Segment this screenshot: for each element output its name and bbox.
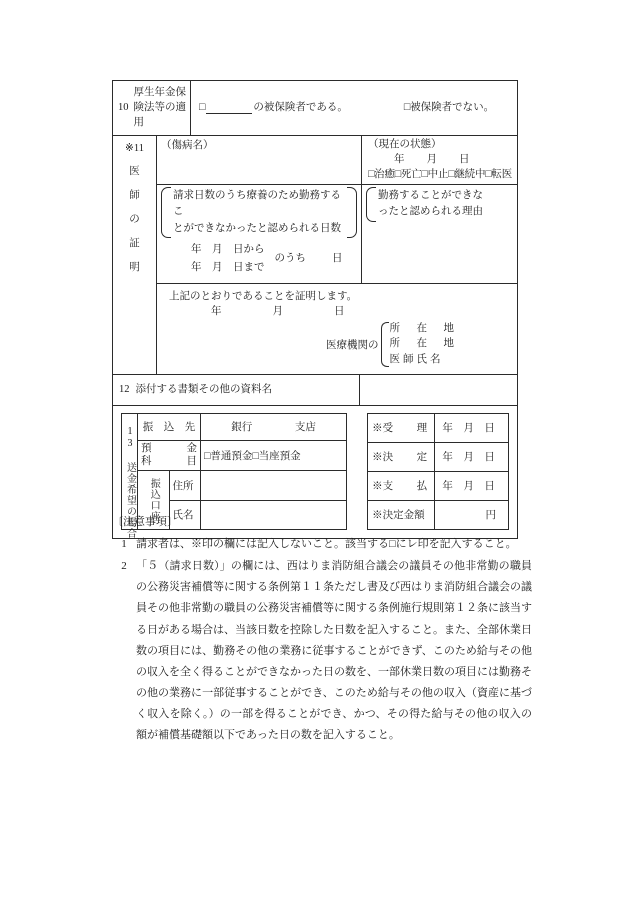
reason-line1: 勤務することができな — [378, 190, 483, 202]
section-13-vertical-text: 13 送金希望の場合 — [124, 426, 136, 540]
not-insured-checkbox[interactable]: □ — [403, 101, 411, 113]
state-month: 月 — [426, 153, 437, 165]
receipt-label — [368, 413, 435, 442]
side-char-0: 医 — [129, 165, 140, 177]
account-address-input[interactable] — [201, 471, 347, 500]
section-11-mark: ※11 — [125, 142, 144, 154]
section-10-number: 10 — [118, 101, 129, 113]
section-11-side-label — [113, 136, 157, 374]
notes-section — [112, 512, 532, 746]
section-12-input[interactable] — [360, 375, 517, 405]
branch-label: 支店 — [294, 422, 316, 434]
decision-label — [368, 442, 435, 471]
section-12-number: 12 — [119, 383, 130, 395]
insured-text: の被保険者である。 — [253, 101, 348, 113]
deposit-type-text — [141, 443, 197, 467]
bracket-left-icon — [161, 187, 171, 238]
unable-days-line2: とができなかったと認められる日数 — [173, 222, 341, 234]
medical-institution-block — [163, 321, 511, 368]
deposit-label-r1: 金 — [186, 443, 197, 455]
decided-amount-text: ※決定金額 — [372, 510, 425, 522]
payment-label-l: ※支 — [372, 481, 394, 493]
receipt-date-input[interactable] — [435, 413, 509, 442]
medical-institution-fields — [381, 321, 458, 368]
deposit-label-r2: 目 — [186, 455, 197, 467]
org-item-0: 所 在 地 — [389, 322, 457, 334]
deposit-type-checkboxes[interactable] — [201, 440, 347, 471]
reason-bracket-label — [362, 185, 517, 224]
account-address-text: 住所 — [172, 481, 194, 493]
notes-title: 〔注意事項〕 — [112, 516, 178, 528]
table-row — [368, 471, 509, 500]
bank-branch-input[interactable] — [201, 413, 347, 440]
table-row — [368, 413, 509, 442]
deposit-type-label — [138, 440, 201, 471]
deposit-type-options: □普通預金□当座預金 — [204, 451, 301, 462]
table-row — [122, 440, 347, 471]
decision-label-l: ※決 — [372, 452, 394, 464]
note-number: 2 — [121, 560, 127, 573]
table-row — [122, 413, 347, 440]
bracket-right-icon — [347, 187, 357, 238]
decision-label-r: 定 — [416, 452, 428, 464]
section-11 — [113, 136, 517, 375]
reason-line2: ったと認められる理由 — [378, 206, 483, 218]
section-12-title: 添付する書類その他の資料名 — [135, 383, 272, 395]
side-char-4: 明 — [129, 261, 140, 273]
account-vertical-text: 振込口座 — [148, 478, 160, 523]
days-uchi-label: のうち — [274, 253, 306, 265]
note-text: 「５（請求日数）」の欄には、西はりま消防組合議会の議員その他非常勤の職員の公務災害補償等に関する条例第１１条ただし書及び西はりま消防組合議会の議員その他非常勤の職員の公務災害補償等に関する条例施行規則第１２条に該当する日がある場合は、当該日数を控除した日数を記入すること。また、全部休業日数の項目には、勤務その他の業務に従事することができず、このため給与その他の収入を全く得ることができなかった日の数を、一部休業日数の項目には勤務その他の業務に一部従事することができ、このため給与その他の収入（資産に基づく収入を除く。）の一部を得ることができ、かつ、その得た給与その他の収入の額が補償基礎額以下であった日の数を記入すること。 — [136, 560, 532, 742]
side-char-2: の — [129, 213, 140, 225]
section-10-label — [113, 81, 191, 135]
unable-days-bracket-label — [157, 185, 361, 240]
payment-date-text: 年 月 日 — [442, 481, 495, 493]
deposit-label-l1: 預 — [141, 443, 152, 455]
table-row — [368, 442, 509, 471]
not-insured-text: 被保険者でない。 — [410, 101, 495, 113]
side-char-1: 師 — [129, 189, 140, 201]
section-10-title — [134, 85, 188, 131]
receipt-date-text: 年 月 日 — [442, 423, 495, 435]
days-from: 年 月 日から — [191, 243, 265, 255]
note-item — [112, 534, 532, 555]
account-address-label — [169, 471, 201, 500]
disease-name-label: （傷病名） — [161, 139, 214, 151]
org-item-1: 所 在 地 — [389, 338, 457, 350]
bank-label: 銀行 — [231, 422, 253, 434]
days-unit-label: 日 — [332, 253, 343, 265]
payment-date-input[interactable] — [435, 471, 509, 500]
section-10-title-line2: 険法等の適用 — [133, 102, 186, 129]
certification-date[interactable]: 年 月 日 — [211, 305, 355, 317]
note-item — [112, 556, 532, 746]
account-name-text: 氏名 — [172, 510, 194, 522]
certification-area — [157, 284, 517, 374]
deposit-label-l2: 科 — [141, 455, 152, 467]
brace-icon — [381, 322, 389, 367]
section-12-label — [113, 375, 360, 405]
current-state-checkboxes[interactable]: □治癒□死亡□中止□継続中□転医 — [368, 169, 513, 180]
note-number: 1 — [121, 538, 127, 551]
state-year: 年 — [394, 153, 405, 165]
reason-cell[interactable] — [362, 185, 517, 283]
bracket-left-icon — [366, 187, 376, 222]
current-state-label: （現在の状態） — [368, 138, 442, 150]
section-10-title-line1: 厚生年金保 — [133, 87, 186, 98]
transfer-destination-text: 振 込 先 — [142, 422, 196, 434]
note-text: 請求者は、※印の欄には記入しないこと。該当する□にレ印を記入すること。 — [136, 538, 517, 551]
disease-state-row — [157, 136, 517, 186]
section-12-row — [113, 375, 517, 406]
insured-checkbox[interactable]: □ — [199, 101, 206, 113]
section-10-body — [191, 81, 517, 135]
current-state-date[interactable] — [368, 153, 513, 167]
section-10-row — [113, 81, 517, 136]
certification-text: 上記のとおりであることを証明します。 — [169, 290, 358, 302]
yen-unit: 円 — [485, 510, 496, 522]
receipt-label-l: ※受 — [372, 423, 394, 435]
receipt-label-r: 理 — [416, 423, 428, 435]
payment-label — [368, 471, 435, 500]
insured-blank-field[interactable] — [206, 102, 252, 114]
days-reason-row — [157, 185, 517, 284]
decision-date-text: 年 月 日 — [442, 452, 495, 464]
transfer-destination-label — [138, 413, 201, 440]
table-row — [122, 471, 347, 500]
org-item-2: 医師氏名 — [389, 354, 444, 366]
side-char-3: 証 — [129, 237, 140, 249]
days-range — [163, 241, 265, 278]
unable-days-input-area[interactable] — [157, 240, 361, 283]
decision-date-input[interactable] — [435, 442, 509, 471]
bank-branch-labels — [204, 419, 343, 434]
form-table — [112, 80, 518, 539]
section-11-main — [157, 136, 517, 374]
unable-days-line1: 請求日数のうち療養のため勤務するこ — [173, 190, 341, 218]
payment-label-r: 払 — [416, 481, 428, 493]
unable-days-cell — [157, 185, 362, 283]
days-to: 年 月 日まで — [191, 262, 265, 274]
medical-institution-label: 医療機関の — [326, 339, 379, 351]
state-day: 日 — [459, 153, 470, 165]
current-state-cell — [362, 136, 517, 185]
disease-name-cell[interactable] — [157, 136, 362, 185]
